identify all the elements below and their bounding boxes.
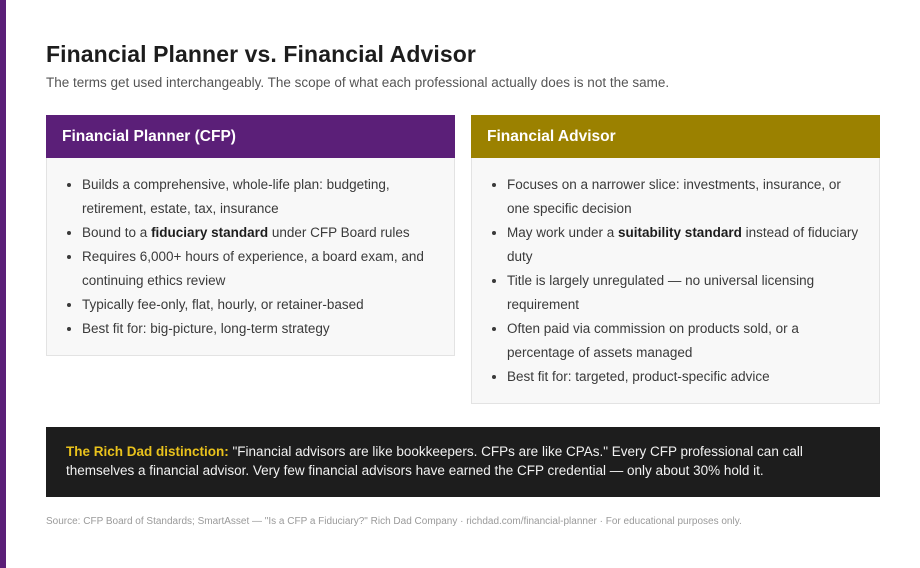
comparison-cards bbox=[46, 115, 880, 407]
advisor-card-heading: Financial Advisor bbox=[471, 115, 880, 158]
page-subtitle: The terms get used interchangeably. The scope of what each professional actually does is not the same. bbox=[46, 75, 670, 90]
advisor-card-body bbox=[471, 158, 880, 404]
callout-lead: The Rich Dad distinction: bbox=[66, 444, 229, 459]
planner-card-body bbox=[46, 158, 455, 356]
advisor-card bbox=[471, 115, 880, 404]
item-text: Bound to a bbox=[82, 225, 152, 240]
item-emphasis: fiduciary standard bbox=[151, 225, 269, 240]
item-text: Often paid via commission on products sold, or a percentage of assets managed bbox=[507, 321, 799, 360]
advisor-list-item bbox=[507, 269, 863, 317]
item-text: May work under a bbox=[507, 225, 619, 240]
item-text: Typically fee-only, flat, hourly, or retainer-based bbox=[82, 297, 364, 312]
advisor-list-item bbox=[507, 221, 863, 269]
planner-card bbox=[46, 115, 455, 356]
advisor-list-item bbox=[507, 317, 863, 365]
planner-list-item bbox=[82, 221, 438, 245]
planner-list-item bbox=[82, 173, 438, 221]
advisor-list-item bbox=[507, 173, 863, 221]
item-text-after: under CFP Board rules bbox=[268, 225, 410, 240]
item-text: Best fit for: targeted, product-specific advice bbox=[507, 369, 770, 384]
page bbox=[46, 38, 880, 527]
callout-text: "Financial advisors are like bookkeepers. CFPs are like CPAs." Every CFP professional can call themselves a financial advisor. Very few financial advisors have earned the CFP credential — only about 30% hold it. bbox=[66, 444, 803, 478]
item-text-after: instead of fiduciary duty bbox=[507, 225, 859, 264]
planner-list bbox=[65, 173, 438, 341]
advisor-list-item bbox=[507, 365, 863, 389]
item-text: Focuses on a narrower slice: investments, insurance, or one specific decision bbox=[507, 177, 841, 216]
planner-list-item bbox=[82, 245, 438, 293]
page-title: Financial Planner vs. Financial Advisor bbox=[46, 41, 476, 67]
advisor-list bbox=[490, 173, 863, 389]
accent-bar bbox=[0, 0, 6, 568]
rich-dad-callout bbox=[46, 427, 880, 497]
item-emphasis: suitability standard bbox=[618, 225, 742, 240]
item-text: Title is largely unregulated — no universal licensing requirement bbox=[507, 273, 815, 312]
planner-list-item bbox=[82, 317, 438, 341]
item-text: Requires 6,000+ hours of experience, a board exam, and continuing ethics review bbox=[82, 249, 424, 288]
source-note: Source: CFP Board of Standards; SmartAsset — "Is a CFP a Fiduciary?" Rich Dad Company · richdad.com/financial-planner · For educational purposes only. bbox=[46, 516, 742, 527]
item-text: Builds a comprehensive, whole-life plan: budgeting, retirement, estate, tax, insurance bbox=[82, 177, 390, 216]
planner-list-item bbox=[82, 293, 438, 317]
item-text: Best fit for: big-picture, long-term strategy bbox=[82, 321, 330, 336]
planner-card-heading: Financial Planner (CFP) bbox=[46, 115, 455, 158]
